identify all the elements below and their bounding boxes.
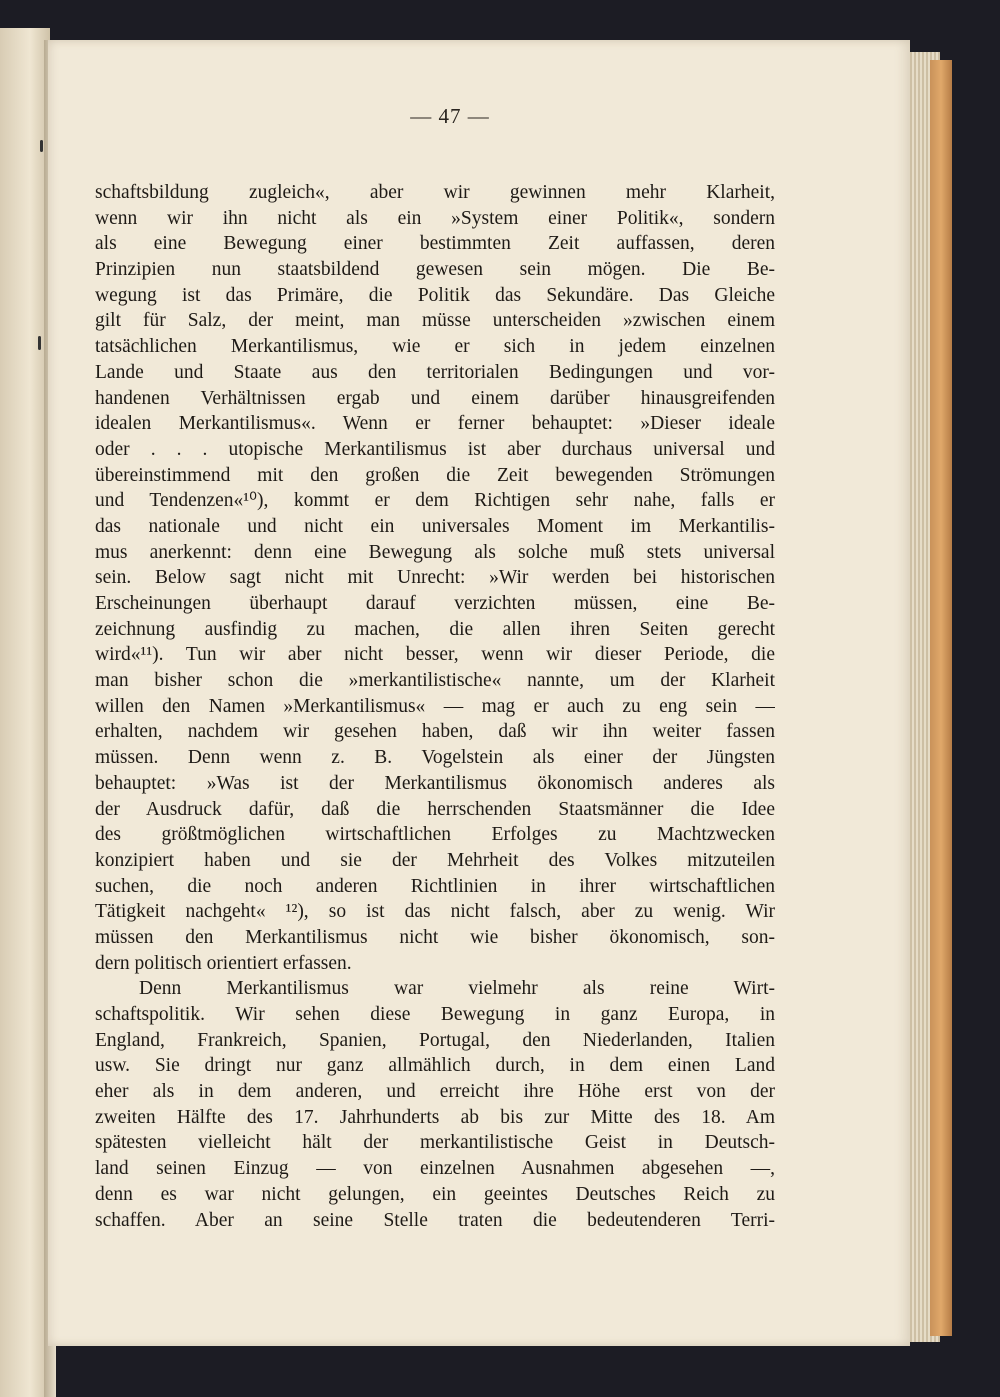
text-line: sein. Below sagt nicht mit Unrecht: »Wir werden bei historischen (95, 567, 775, 589)
text-line: handenen Verhältnissen ergab und einem darüber hinausgreifenden (95, 387, 775, 409)
text-line: wenn wir ihn nicht als ein »System einer Politik«, sondern (95, 207, 775, 229)
text-line: schaffen. Aber an seine Stelle traten die bedeutenderen Terri- (95, 1209, 775, 1231)
text-line: mus anerkennt: denn eine Bewegung als solche muß stets universal (95, 541, 775, 563)
text-line: idealen Merkantilismus«. Wenn er ferner behauptet: »Dieser ideale (95, 413, 775, 435)
text-line: spätesten vielleicht hält der merkantilistische Geist in Deutsch- (95, 1132, 775, 1154)
text-line: des größtmöglichen wirtschaftlichen Erfolges zu Machtzwecken (95, 824, 775, 846)
text-line: schaftspolitik. Wir sehen diese Bewegung in ganz Europa, in (95, 1004, 775, 1025)
page-number: — 47 — (410, 104, 490, 128)
text-line: denn es war nicht gelungen, ein geeintes Deutsches Reich zu (95, 1183, 775, 1205)
text-line: müssen den Merkantilismus nicht wie bisher ökonomisch, son- (95, 926, 775, 948)
text-line: Erscheinungen überhaupt darauf verzichten müssen, eine Be- (95, 593, 775, 614)
body-text (95, 180, 775, 1233)
text-line: zweiten Hälfte des 17. Jahrhunderts ab bis zur Mitte des 18. Am (95, 1106, 775, 1128)
text-line: willen den Namen »Merkantilismus« — mag er auch zu eng sein — (95, 695, 775, 717)
text-line: Denn Merkantilismus war vielmehr als reine Wirt- (139, 978, 775, 1000)
text-line: oder . . . utopische Merkantilismus ist aber durchaus universal und (95, 438, 775, 460)
text-line: Tätigkeit nachgeht« ¹²), so ist das nicht falsch, aber zu wenig. Wir (95, 901, 775, 923)
cover-edge (930, 60, 952, 1336)
text-line: als eine Bewegung einer bestimmten Zeit auffassen, deren (95, 233, 775, 255)
text-line: wird«¹¹). Tun wir aber nicht besser, wenn wir dieser Periode, die (95, 644, 775, 666)
text-line: usw. Sie dringt nur ganz allmählich durch, in dem einen Land (95, 1055, 775, 1077)
text-line: suchen, die noch anderen Richtlinien in ihrer wirtschaftlichen (95, 875, 775, 897)
text-line: behauptet: »Was ist der Merkantilismus ökonomisch anderes als (95, 772, 775, 794)
text-line: land seinen Einzug — von einzelnen Ausnahmen abgesehen —, (95, 1158, 775, 1180)
text-line: wegung ist das Primäre, die Politik das Sekundäre. Das Gleiche (95, 284, 775, 306)
text-line: müssen. Denn wenn z. B. Vogelstein als einer der Jüngsten (95, 747, 775, 769)
text-line: man bisher schon die »merkantilistische« nannte, um der Klarheit (95, 670, 775, 692)
text-line: Lande und Staate aus den territorialen Bedingungen und vor- (95, 361, 775, 383)
ink-speck (40, 140, 43, 152)
text-line: England, Frankreich, Spanien, Portugal, den Niederlanden, Italien (95, 1029, 775, 1051)
text-line: übereinstimmend mit den großen die Zeit bewegenden Strömungen (95, 464, 775, 486)
text-line: gilt für Salz, der meint, man müsse unterscheiden »zwischen einem (95, 310, 775, 332)
left-page-edge (0, 28, 50, 1397)
text-line: Prinzipien nun staatsbildend gewesen sein mögen. Die Be- (95, 259, 775, 281)
text-line: schaftsbildung zugleich«, aber wir gewinnen mehr Klarheit, (95, 182, 775, 203)
text-line: zeichnung ausfindig zu machen, die allen ihren Seiten gerecht (95, 618, 775, 640)
text-line: tatsächlichen Merkantilismus, wie er sich in jedem einzelnen (95, 336, 775, 358)
text-line: das nationale und nicht ein universales Moment im Merkantilis- (95, 515, 775, 537)
text-line: eher als in dem anderen, und erreicht ihre Höhe erst von der (95, 1081, 775, 1103)
text-line: und Tendenzen«¹⁰), kommt er dem Richtigen sehr nahe, falls er (95, 490, 775, 512)
text-line: erhalten, nachdem wir gesehen haben, daß wir ihn weiter fassen (95, 721, 775, 743)
text-line: dern politisch orientiert erfassen. (95, 952, 352, 974)
text-line: der Ausdruck dafür, daß die herrschenden Staatsmänner die Idee (95, 798, 775, 820)
ink-speck (38, 336, 41, 350)
text-line: konzipiert haben und sie der Mehrheit des Volkes mitzuteilen (95, 849, 775, 871)
